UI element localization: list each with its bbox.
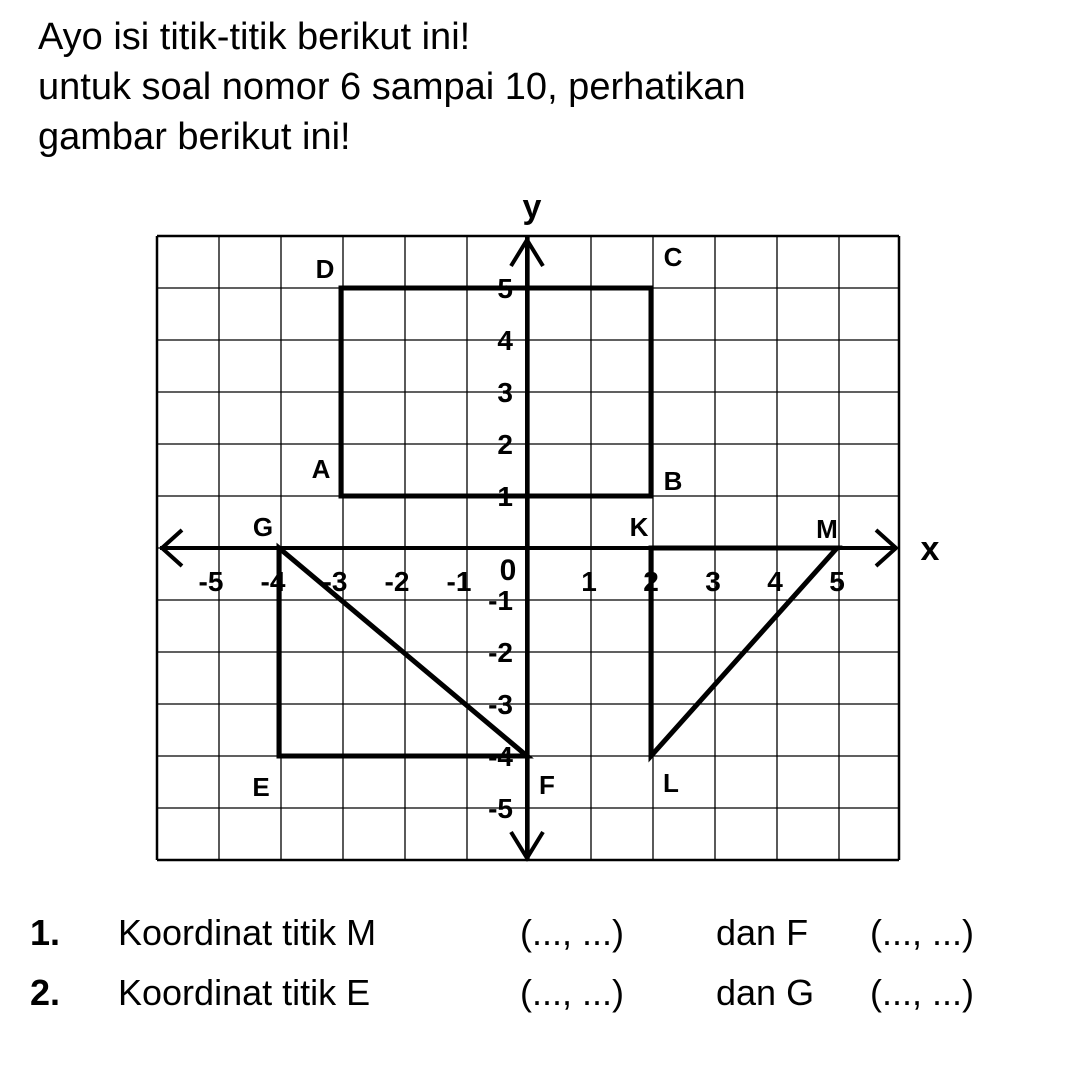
answer-blank-e[interactable]: (..., ...) xyxy=(520,972,624,1013)
y-axis-label: y xyxy=(522,188,542,226)
answer-blank-g[interactable]: (..., ...) xyxy=(870,972,974,1013)
point-label-f: F xyxy=(539,770,555,800)
y-tick-label: 2 xyxy=(497,429,513,460)
question-conjunction: dan G xyxy=(716,972,815,1013)
x-tick-label: 4 xyxy=(767,566,783,597)
answer-blank-f[interactable]: (..., ...) xyxy=(870,912,974,953)
x-tick-label: -3 xyxy=(322,566,348,597)
point-label-e: E xyxy=(252,772,270,802)
question-number: 1. xyxy=(30,912,61,953)
instruction-line-3: gambar berikut ini! xyxy=(38,116,351,158)
instruction-line-1: Ayo isi titik-titik berikut ini! xyxy=(38,16,471,58)
y-tick-label: 4 xyxy=(497,325,513,356)
point-label-l: L xyxy=(663,768,679,798)
question-label: Koordinat titik E xyxy=(118,972,371,1013)
x-tick-label: 2 xyxy=(643,566,659,597)
x-tick-label: -2 xyxy=(384,566,410,597)
answer-blank-m[interactable]: (..., ...) xyxy=(520,912,624,953)
y-tick-label: -1 xyxy=(488,585,513,616)
y-tick-label: -3 xyxy=(488,689,513,720)
point-label-a: A xyxy=(311,454,331,484)
y-tick-label: 3 xyxy=(497,377,513,408)
y-tick-label: -4 xyxy=(488,741,513,772)
x-tick-label: -4 xyxy=(260,566,286,597)
question-conjunction: dan F xyxy=(716,912,809,953)
x-tick-label: 1 xyxy=(581,566,597,597)
x-tick-label: 5 xyxy=(829,566,845,597)
y-tick-label: 5 xyxy=(497,273,513,304)
point-label-m: M xyxy=(816,514,838,544)
y-tick-label: -5 xyxy=(488,793,513,824)
y-tick-label: 1 xyxy=(497,481,513,512)
point-label-c: C xyxy=(663,242,683,272)
origin-label: 0 xyxy=(499,554,517,587)
point-label-b: B xyxy=(663,466,683,496)
point-label-g: G xyxy=(252,512,274,542)
point-label-k: K xyxy=(629,512,649,542)
question-label: Koordinat titik M xyxy=(118,912,377,953)
x-axis-label: x xyxy=(920,530,940,568)
y-tick-label: -2 xyxy=(488,637,513,668)
point-label-d: D xyxy=(315,254,335,284)
x-tick-label: -1 xyxy=(446,566,472,597)
x-tick-label: -5 xyxy=(198,566,224,597)
question-number: 2. xyxy=(30,972,61,1013)
x-tick-label: 3 xyxy=(705,566,721,597)
instruction-line-2: untuk soal nomor 6 sampai 10, perhatikan xyxy=(38,66,746,108)
